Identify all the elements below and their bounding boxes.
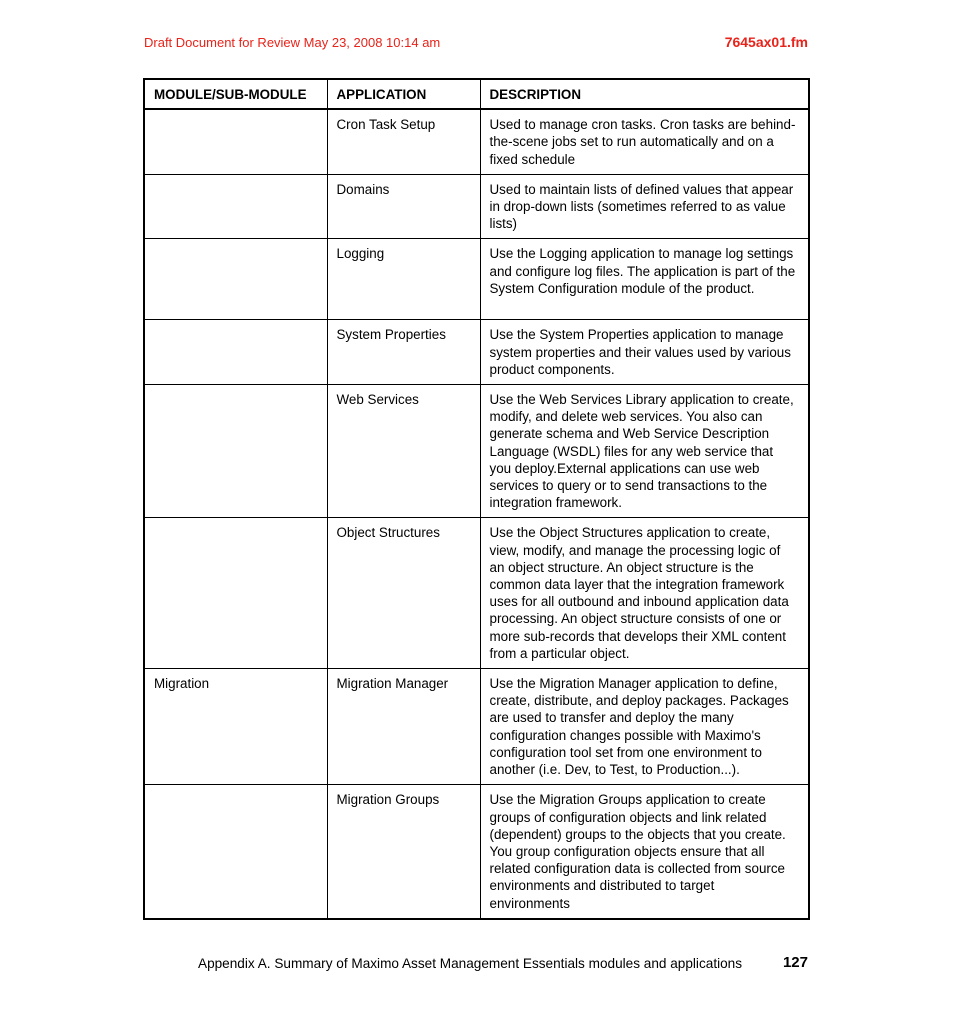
table-row [144,239,809,320]
module-cell [144,239,327,320]
application-cell: Cron Task Setup [327,109,480,174]
table-row [144,669,809,785]
column-header-application: APPLICATION [327,79,480,109]
draft-notice: Draft Document for Review May 23, 2008 10:14 am [144,35,441,50]
description-cell: Use the Migration Groups application to create groups of configuration objects and link related (dependent) groups to the objects that you create. You group configuration objects ensure that all related configuration data is collected from source environments and distributed to target environments [480,785,809,919]
file-name: 7645ax01.fm [724,34,808,50]
description-cell: Used to maintain lists of defined values that appear in drop-down lists (sometimes referred to as value lists) [480,174,809,239]
description-cell: Use the Logging application to manage log settings and configure log files. The application is part of the System Configuration module of the product. [480,239,809,320]
application-cell: Logging [327,239,480,320]
module-cell [144,518,327,669]
application-cell: Domains [327,174,480,239]
table-row [144,320,809,385]
description-cell: Use the Web Services Library application to create, modify, and delete web services. You also can generate schema and Web Service Description Language (WSDL) files for any web service that you deploy.External applications can use web services to query or to send transactions to the integration framework. [480,385,809,518]
table-row [144,518,809,669]
module-cell [144,320,327,385]
description-cell: Use the System Properties application to manage system properties and their values used by various product components. [480,320,809,385]
table-row [144,174,809,239]
application-cell: Web Services [327,385,480,518]
module-cell [144,174,327,239]
application-cell: Migration Manager [327,669,480,785]
module-cell [144,109,327,174]
table-row [144,385,809,518]
description-cell: Use the Migration Manager application to define, create, distribute, and deploy packages. Packages are used to transfer and deploy the many configuration changes possible with Maximo's configuration tool set from one environment to another (i.e. Dev, to Test, to Production...). [480,669,809,785]
column-header-description: DESCRIPTION [480,79,809,109]
application-cell: Migration Groups [327,785,480,919]
module-cell [144,385,327,518]
table-row [144,785,809,919]
table-row [144,109,809,174]
applications-table [143,78,810,920]
description-cell: Use the Object Structures application to create, view, modify, and manage the processing logic of an object structure. An object structure is the common data layer that the integration framework uses for all outbound and inbound application data processing. An object structure consists of one or more sub-records that develops their XML content from a particular object. [480,518,809,669]
module-cell [144,785,327,919]
module-cell: Migration [144,669,327,785]
application-cell: System Properties [327,320,480,385]
column-header-module: MODULE/SUB-MODULE [144,79,327,109]
table-header-row [144,79,809,109]
description-cell: Used to manage cron tasks. Cron tasks are behind-the-scene jobs set to run automatically and on a fixed schedule [480,109,809,174]
footer-chapter-title: Appendix A. Summary of Maximo Asset Management Essentials modules and applications [198,956,743,971]
application-cell: Object Structures [327,518,480,669]
page-number: 127 [782,954,808,971]
